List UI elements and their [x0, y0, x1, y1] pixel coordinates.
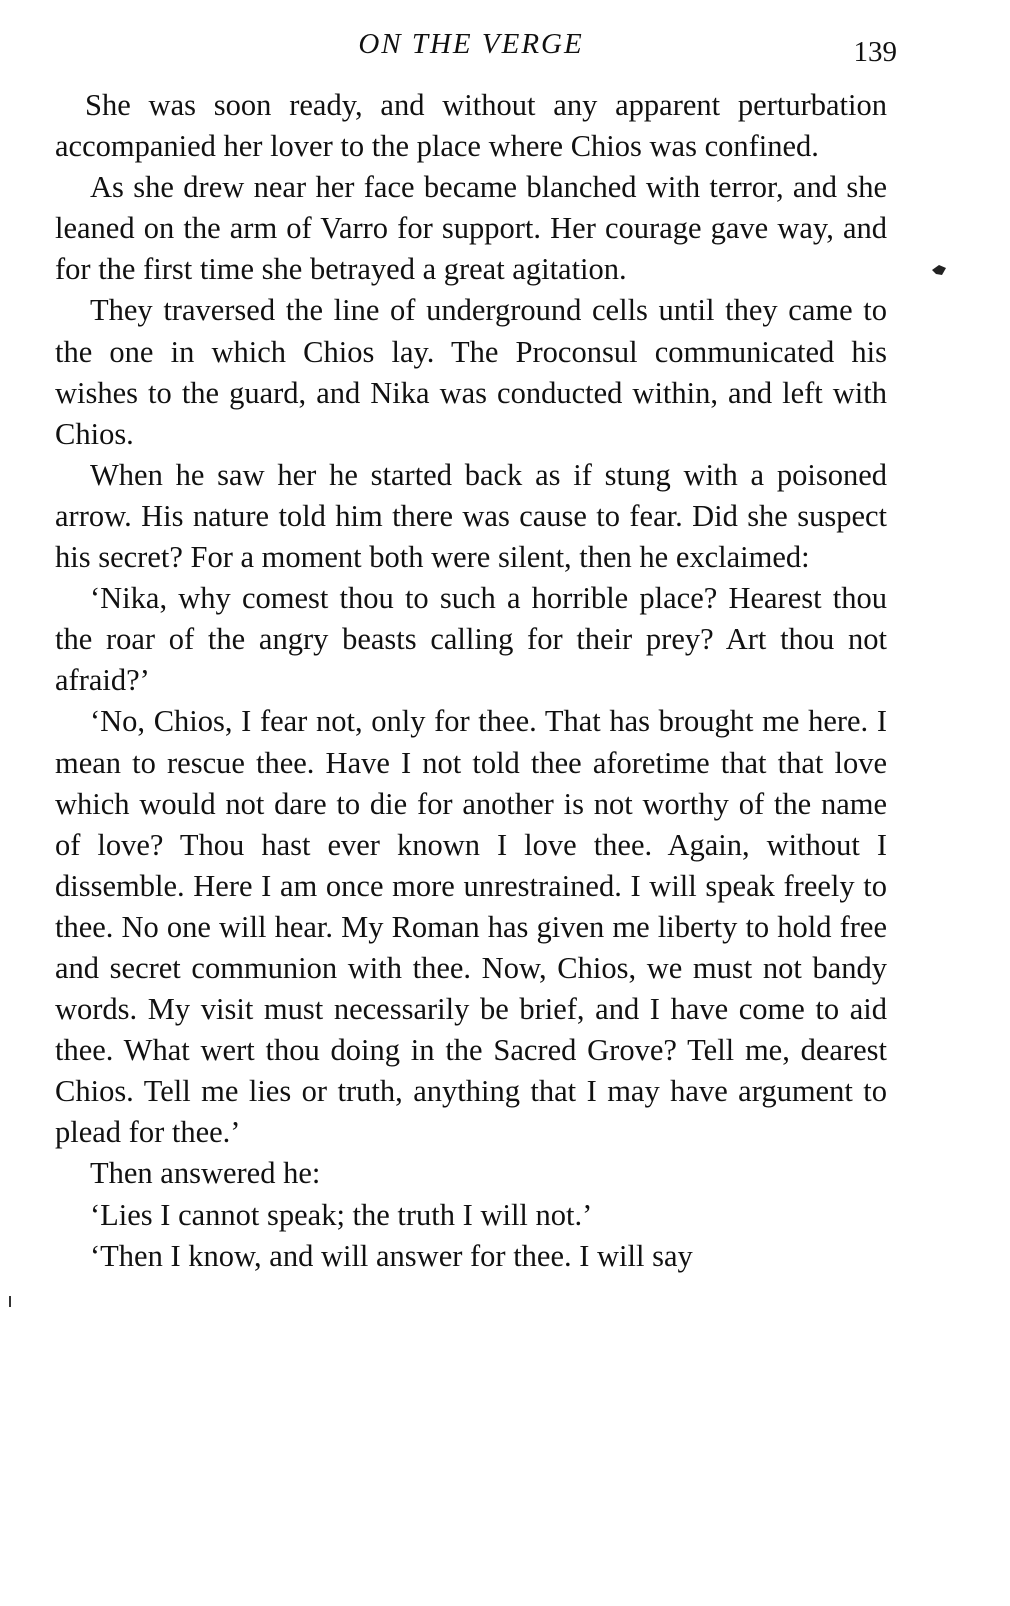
- paragraph: ‘No, Chios, I fear not, only for thee. That has brought me here. I mean to rescue thee. Have I not told thee aforetime that that love which would not dare to die for another is not worthy of the name of love? Thou hast ever known I love thee. Again, without I dissemble. Here I am once more unrestrained. I will speak freely to thee. No one will hear. My Roman has given me liberty to hold free and secret communion with thee. Now, Chios, we must not bandy words. My visit must necessarily be brief, and I have come to aid thee. What wert thou doing in the Sacred Grove? Tell me, dearest Chios. Tell me lies or truth, anything that I may have argument to plead for thee.’: [55, 704, 887, 1150]
- paragraph: ‘Nika, why comest thou to such a horrible place? Hearest thou the roar of the angry beasts calling for their prey? Art thou not afraid?’: [55, 581, 887, 698]
- paragraph: They traversed the line of underground cells until they came to the one in which Chios lay. The Proconsul communicated his wishes to the guard, and Nika was conducted within, and left with Chios.: [55, 293, 887, 451]
- ink-speck-mark: [930, 262, 948, 278]
- ink-speck-mark: [7, 1295, 13, 1309]
- paragraph: She was soon ready, and without any apparent perturbation accompanied her lover to the place where Chios was confined.: [55, 88, 887, 164]
- paragraph: When he saw her he started back as if stung with a poisoned arrow. His nature told him there was cause to fear. Did she suspect his secret? For a moment both were silent, then he exclaimed:: [55, 457, 887, 575]
- running-head: [55, 26, 897, 68]
- paragraph: As she drew near her face became blanched with terror, and she leaned on the arm of Varro for support. Her courage gave way, and for the first time she betrayed a great agitation.: [55, 170, 887, 287]
- paragraph: Then answered he:: [90, 1156, 321, 1191]
- paragraph: ‘Then I know, and will answer for thee. I will say: [90, 1238, 693, 1273]
- running-title: ON THE VERGE: [358, 28, 584, 60]
- paragraph: ‘Lies I cannot speak; the truth I will not.’: [90, 1197, 593, 1232]
- body-text: [55, 85, 887, 1277]
- page-number: 139: [853, 36, 897, 68]
